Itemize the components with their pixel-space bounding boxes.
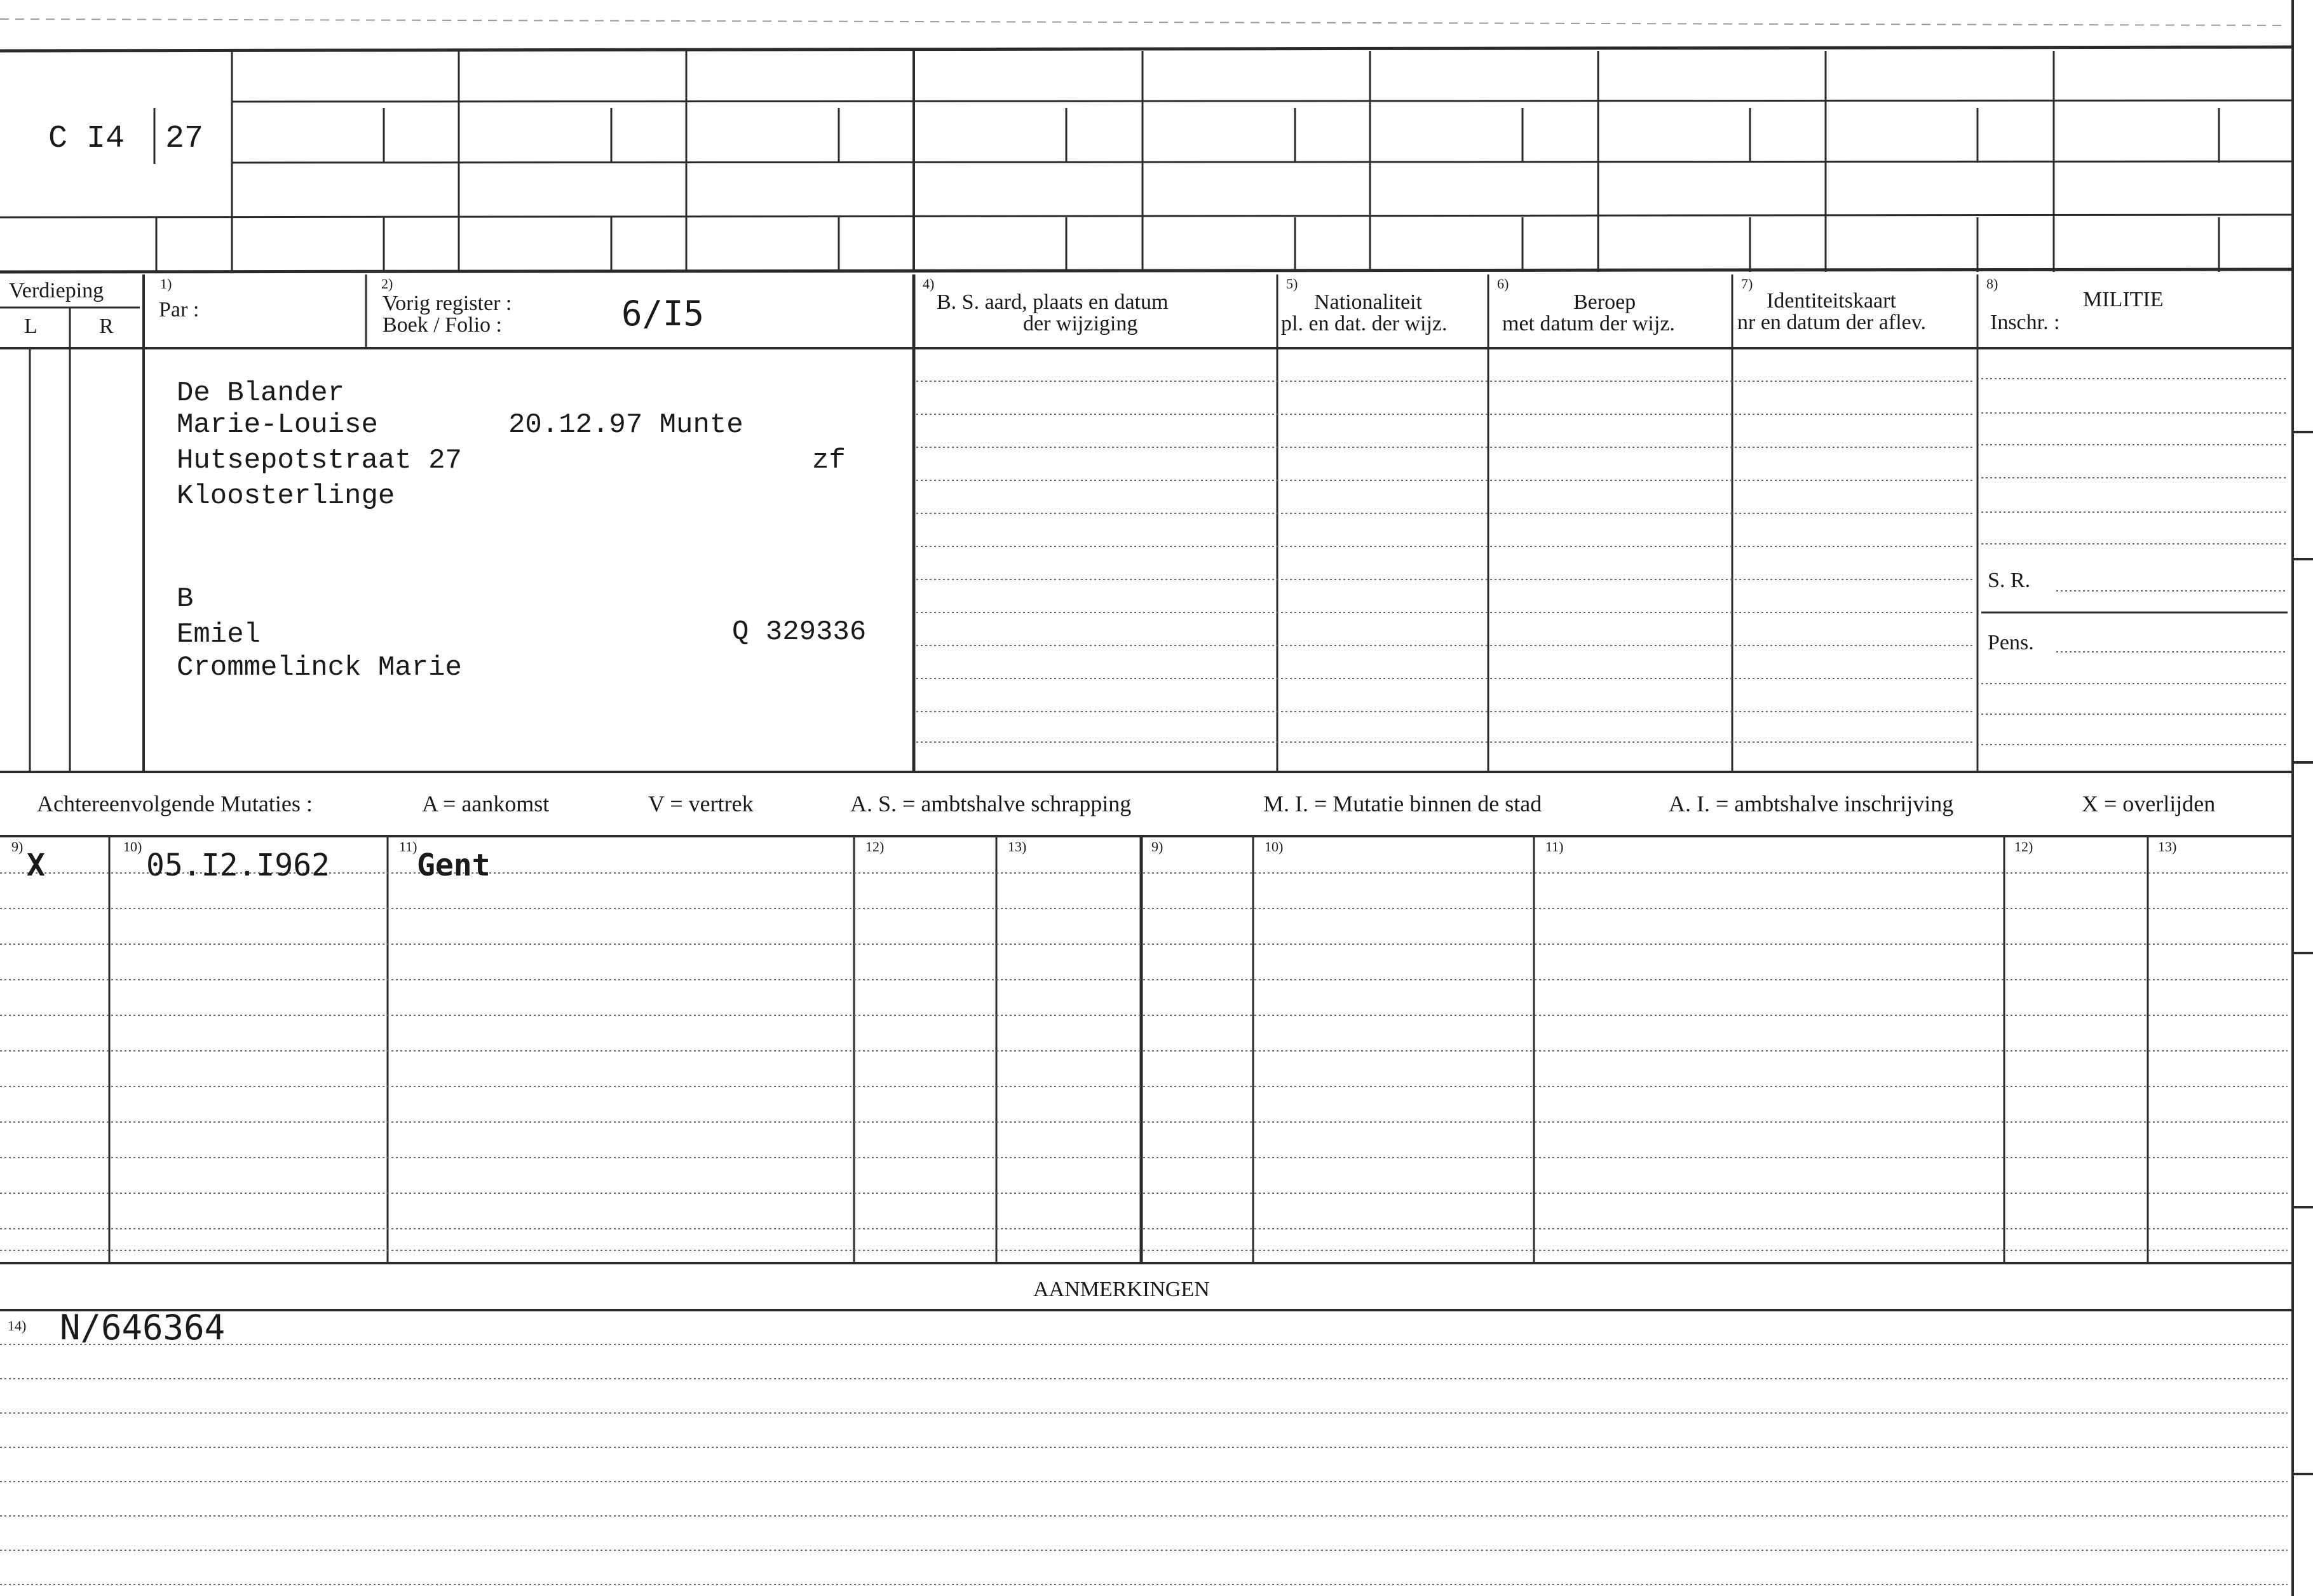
- col1-label: Par :: [159, 298, 200, 321]
- col2-register-label: Vorig register :: [383, 292, 512, 315]
- legend-departure: V = vertrek: [648, 791, 754, 816]
- mut-right-col12: 12): [2014, 839, 2033, 855]
- person-town: Kloosterlinge: [177, 480, 395, 512]
- remarks-title: AANMERKINGEN: [1033, 1278, 1210, 1301]
- col6-number: 6): [1497, 276, 1509, 292]
- person-birth: 20.12.97 Munte: [508, 409, 743, 441]
- floor-title: Verdieping: [9, 279, 104, 302]
- remarks-value: N/646364: [60, 1308, 226, 1348]
- col1-number: 1): [160, 276, 172, 292]
- col7-number: 7): [1741, 276, 1753, 292]
- col4-line2: der wijziging: [1023, 312, 1138, 335]
- card-number: 27: [165, 121, 204, 157]
- mut-right-col11: 11): [1545, 839, 1564, 855]
- person-father: Emiel: [177, 619, 261, 651]
- mut-left-col9: 9): [11, 839, 24, 855]
- legend-title: Achtereenvolgende Mutaties :: [37, 791, 313, 816]
- col4-line1: B. S. aard, plaats en datum: [937, 290, 1169, 314]
- mutation-code: X: [27, 848, 45, 883]
- mut-right-col9: 9): [1151, 839, 1163, 855]
- person-mother: Crommelinck Marie: [177, 652, 462, 684]
- legend-registration: A. I. = ambtshalve inschrijving: [1669, 791, 1954, 816]
- floor-right: R: [99, 314, 114, 338]
- col2-value: 6/I5: [621, 294, 705, 334]
- mutation-place: Gent: [417, 848, 491, 883]
- legend-internal-move: M. I. = Mutatie binnen de stad: [1263, 791, 1542, 816]
- col6-line2: met datum der wijz.: [1502, 312, 1675, 335]
- mut-left-col12: 12): [865, 839, 885, 855]
- mut-left-col11: 11): [399, 839, 417, 855]
- col8-title: MILITIE: [2083, 288, 2164, 311]
- person-street: Hutsepotstraat 27: [177, 445, 462, 477]
- col7-line2: nr en datum der aflev.: [1737, 311, 1927, 334]
- legend-arrival: A = aankomst: [422, 791, 550, 816]
- person-status: zf: [812, 445, 846, 477]
- card-series: C I4: [48, 121, 125, 157]
- remarks-number: 14): [8, 1318, 27, 1334]
- col7-line1: Identiteitskaart: [1767, 289, 1896, 313]
- mutation-date: 05.I2.I962: [146, 848, 330, 883]
- col5-line1: Nationaliteit: [1314, 290, 1422, 314]
- legend-removal: A. S. = ambtshalve schrapping: [850, 791, 1132, 816]
- mut-right-col13: 13): [2158, 839, 2177, 855]
- mut-left-col10: 10): [123, 839, 142, 855]
- legend-death: X = overlijden: [2082, 791, 2216, 816]
- floor-left: L: [24, 314, 37, 338]
- mut-right-col10: 10): [1265, 839, 1284, 855]
- col8-number: 8): [1986, 276, 1998, 292]
- person-spouse-initial: B: [177, 583, 194, 615]
- person-given-name: Marie-Louise: [177, 409, 378, 441]
- col5-number: 5): [1286, 276, 1298, 292]
- person-surname: De Blander: [177, 377, 345, 409]
- col2-book-label: Boek / Folio :: [383, 313, 502, 337]
- col2-number: 2): [381, 276, 393, 292]
- col4-number: 4): [923, 276, 935, 292]
- col8-inschr: Inschr. :: [1990, 311, 2060, 334]
- mut-left-col13: 13): [1008, 839, 1027, 855]
- col5-line2: pl. en dat. der wijz.: [1281, 312, 1448, 335]
- col8-sr: S. R.: [1988, 569, 2031, 592]
- col6-line1: Beroep: [1573, 290, 1636, 314]
- person-id-number: Q 329336: [732, 616, 867, 648]
- col8-pens: Pens.: [1988, 631, 2034, 654]
